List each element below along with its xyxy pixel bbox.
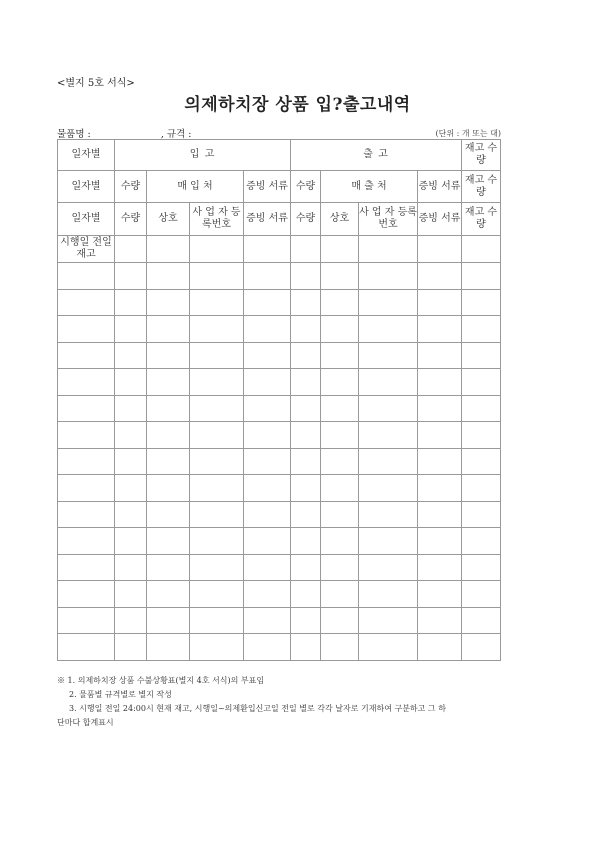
table-cell[interactable] bbox=[58, 634, 115, 661]
table-cell[interactable] bbox=[147, 448, 190, 475]
table-cell[interactable] bbox=[359, 501, 418, 528]
header-date: 일자별 bbox=[58, 140, 115, 171]
table-cell[interactable] bbox=[359, 395, 418, 422]
note-1: ※ 1. 의제하치장 상품 수불상황표(별지 4호 서식)의 부표임 bbox=[57, 676, 265, 685]
table-row bbox=[58, 342, 501, 369]
header-qty-in: 수량 bbox=[115, 203, 147, 236]
table-cell[interactable] bbox=[321, 581, 359, 608]
table-row bbox=[58, 554, 501, 581]
table-cell[interactable] bbox=[291, 342, 321, 369]
header-out: 출 고 bbox=[291, 140, 462, 171]
table-cell[interactable] bbox=[190, 289, 244, 316]
table-cell[interactable] bbox=[58, 501, 115, 528]
table-cell[interactable] bbox=[147, 263, 190, 290]
table-cell[interactable] bbox=[147, 528, 190, 555]
table-cell[interactable] bbox=[190, 501, 244, 528]
table-cell[interactable] bbox=[418, 475, 462, 502]
table-cell[interactable] bbox=[147, 607, 190, 634]
table-cell[interactable] bbox=[321, 289, 359, 316]
header-name-in: 상호 bbox=[147, 203, 190, 236]
table-row bbox=[58, 607, 501, 634]
table-cell[interactable] bbox=[115, 448, 147, 475]
table-cell[interactable] bbox=[462, 342, 501, 369]
header-qty-in: 수량 bbox=[115, 171, 147, 203]
table-cell[interactable] bbox=[291, 316, 321, 343]
table-cell[interactable] bbox=[291, 581, 321, 608]
table-cell[interactable] bbox=[418, 581, 462, 608]
header-stock: 재고 수량 bbox=[462, 203, 501, 236]
table-cell[interactable] bbox=[58, 316, 115, 343]
table-cell[interactable] bbox=[321, 236, 359, 263]
header-name-out: 상호 bbox=[321, 203, 359, 236]
table-cell[interactable] bbox=[190, 607, 244, 634]
table-row bbox=[58, 316, 501, 343]
table-cell[interactable] bbox=[321, 448, 359, 475]
table-cell[interactable] bbox=[190, 448, 244, 475]
table-cell[interactable] bbox=[462, 607, 501, 634]
table-cell[interactable] bbox=[359, 634, 418, 661]
table-cell[interactable] bbox=[321, 422, 359, 449]
table-cell[interactable] bbox=[190, 369, 244, 396]
table-cell[interactable] bbox=[147, 422, 190, 449]
row-label-previous-stock: 시행일 전일 재고 bbox=[58, 236, 115, 263]
table-cell[interactable] bbox=[418, 395, 462, 422]
table-cell[interactable] bbox=[291, 289, 321, 316]
table-row bbox=[58, 263, 501, 290]
table-cell[interactable] bbox=[462, 581, 501, 608]
header-in: 입 고 bbox=[115, 140, 291, 171]
table-row bbox=[58, 448, 501, 475]
table-cell[interactable] bbox=[462, 528, 501, 555]
note-3: 3. 시행일 전일 24:00시 현재 재고, 시행일~의제환입신고일 전일 별로 각각 날자로 기재하여 구분하고 그 하 bbox=[69, 704, 446, 713]
table-cell[interactable] bbox=[58, 289, 115, 316]
table-cell[interactable] bbox=[321, 316, 359, 343]
table-cell[interactable] bbox=[58, 607, 115, 634]
spec-label: , 규격 : bbox=[160, 129, 192, 140]
table-cell[interactable] bbox=[321, 263, 359, 290]
product-spec-line bbox=[57, 126, 191, 140]
table-row bbox=[58, 528, 501, 555]
header-qty-out: 수량 bbox=[291, 171, 321, 203]
table-cell[interactable] bbox=[244, 342, 291, 369]
table-cell[interactable] bbox=[147, 634, 190, 661]
table-cell[interactable] bbox=[291, 369, 321, 396]
table-cell[interactable] bbox=[115, 501, 147, 528]
table-cell[interactable] bbox=[244, 369, 291, 396]
table-cell[interactable] bbox=[418, 289, 462, 316]
table-cell[interactable] bbox=[418, 528, 462, 555]
table-cell[interactable] bbox=[291, 634, 321, 661]
table-cell[interactable] bbox=[418, 607, 462, 634]
table-cell[interactable] bbox=[115, 554, 147, 581]
note-3-cont: 단마다 합계표시 bbox=[57, 718, 114, 727]
table-cell[interactable] bbox=[58, 581, 115, 608]
table-cell[interactable] bbox=[462, 554, 501, 581]
table-cell[interactable] bbox=[359, 422, 418, 449]
table-cell[interactable] bbox=[147, 342, 190, 369]
table-cell[interactable] bbox=[462, 634, 501, 661]
table-cell[interactable] bbox=[244, 316, 291, 343]
table-row bbox=[58, 236, 501, 263]
table-cell[interactable] bbox=[291, 607, 321, 634]
page-title: 의제하치장 상품 입?출고내역 bbox=[184, 95, 411, 115]
table-row bbox=[58, 475, 501, 502]
table-cell[interactable] bbox=[190, 395, 244, 422]
table-cell[interactable] bbox=[321, 554, 359, 581]
table-cell[interactable] bbox=[115, 369, 147, 396]
table-cell[interactable] bbox=[58, 263, 115, 290]
table-cell[interactable] bbox=[147, 501, 190, 528]
table-cell[interactable] bbox=[244, 528, 291, 555]
table-cell[interactable] bbox=[321, 501, 359, 528]
header-stock: 재고 수량 bbox=[462, 171, 501, 203]
table-cell[interactable] bbox=[244, 289, 291, 316]
table-cell[interactable] bbox=[359, 236, 418, 263]
table-cell[interactable] bbox=[418, 501, 462, 528]
table-cell[interactable] bbox=[462, 422, 501, 449]
table-cell[interactable] bbox=[359, 369, 418, 396]
table-cell[interactable] bbox=[321, 475, 359, 502]
table-cell[interactable] bbox=[359, 342, 418, 369]
header-reg-in: 사 업 자 등록번호 bbox=[190, 203, 244, 236]
table-cell[interactable] bbox=[462, 263, 501, 290]
table-cell[interactable] bbox=[321, 607, 359, 634]
table-cell[interactable] bbox=[147, 475, 190, 502]
header-row-1 bbox=[58, 140, 501, 171]
table-cell[interactable] bbox=[462, 448, 501, 475]
table-cell[interactable] bbox=[418, 236, 462, 263]
table-cell[interactable] bbox=[359, 289, 418, 316]
table-cell[interactable] bbox=[321, 395, 359, 422]
table-cell[interactable] bbox=[291, 475, 321, 502]
table-cell[interactable] bbox=[418, 448, 462, 475]
table-cell[interactable] bbox=[291, 554, 321, 581]
unit-note: (단위 : 개 또는 대) bbox=[435, 129, 501, 138]
table-cell[interactable] bbox=[190, 475, 244, 502]
table-cell[interactable] bbox=[462, 369, 501, 396]
header-proof-in: 증빙 서류 bbox=[244, 203, 291, 236]
table-cell[interactable] bbox=[190, 342, 244, 369]
table-cell[interactable] bbox=[147, 554, 190, 581]
table-row bbox=[58, 422, 501, 449]
table-cell[interactable] bbox=[291, 236, 321, 263]
table-cell[interactable] bbox=[359, 475, 418, 502]
table-cell[interactable] bbox=[115, 475, 147, 502]
header-proof-in: 증빙 서류 bbox=[244, 171, 291, 203]
table-cell[interactable] bbox=[359, 263, 418, 290]
table-cell[interactable] bbox=[147, 236, 190, 263]
table-cell[interactable] bbox=[58, 369, 115, 396]
table-cell[interactable] bbox=[244, 634, 291, 661]
table-cell[interactable] bbox=[418, 554, 462, 581]
table-cell[interactable] bbox=[244, 263, 291, 290]
table-cell[interactable] bbox=[190, 422, 244, 449]
table-row bbox=[58, 501, 501, 528]
table-cell[interactable] bbox=[147, 316, 190, 343]
header-row-2 bbox=[58, 171, 501, 203]
form-number: <별지 5호 서식> bbox=[57, 78, 135, 89]
table-cell[interactable] bbox=[359, 607, 418, 634]
table-cell[interactable] bbox=[244, 395, 291, 422]
table-cell[interactable] bbox=[418, 369, 462, 396]
table-cell[interactable] bbox=[462, 236, 501, 263]
header-date: 일자별 bbox=[58, 203, 115, 236]
table-cell[interactable] bbox=[115, 263, 147, 290]
table-cell[interactable] bbox=[291, 448, 321, 475]
table-row bbox=[58, 581, 501, 608]
table-cell[interactable] bbox=[115, 395, 147, 422]
table-cell[interactable] bbox=[244, 475, 291, 502]
table-cell[interactable] bbox=[147, 395, 190, 422]
table-cell[interactable] bbox=[462, 316, 501, 343]
table-cell[interactable] bbox=[58, 395, 115, 422]
table-cell[interactable] bbox=[418, 316, 462, 343]
header-seller: 매 출 처 bbox=[321, 171, 418, 203]
table-cell[interactable] bbox=[291, 528, 321, 555]
table-cell[interactable] bbox=[418, 263, 462, 290]
table-cell[interactable] bbox=[359, 554, 418, 581]
table-row bbox=[58, 634, 501, 661]
table-cell[interactable] bbox=[58, 475, 115, 502]
table-cell[interactable] bbox=[115, 422, 147, 449]
table-cell[interactable] bbox=[291, 395, 321, 422]
table-cell[interactable] bbox=[115, 342, 147, 369]
table-cell[interactable] bbox=[190, 634, 244, 661]
empty-rows bbox=[58, 263, 501, 661]
header-date: 일자별 bbox=[58, 171, 115, 203]
table-cell[interactable] bbox=[115, 528, 147, 555]
table-cell[interactable] bbox=[190, 528, 244, 555]
table-cell[interactable] bbox=[291, 422, 321, 449]
table-cell[interactable] bbox=[321, 528, 359, 555]
header-proof-out: 증빙 서류 bbox=[418, 171, 462, 203]
table-cell[interactable] bbox=[58, 448, 115, 475]
table-cell[interactable] bbox=[359, 448, 418, 475]
table-cell[interactable] bbox=[244, 607, 291, 634]
table-cell[interactable] bbox=[58, 342, 115, 369]
table-cell[interactable] bbox=[244, 554, 291, 581]
note-2: 2. 물품별 규격별로 별지 작성 bbox=[69, 690, 172, 699]
table-cell[interactable] bbox=[244, 448, 291, 475]
header-reg-out: 사 업 자 등록번호 bbox=[359, 203, 418, 236]
header-row-3 bbox=[58, 203, 501, 236]
table-cell[interactable] bbox=[462, 501, 501, 528]
header-buyer: 매 입 처 bbox=[147, 171, 244, 203]
table-cell[interactable] bbox=[291, 263, 321, 290]
table-cell[interactable] bbox=[321, 342, 359, 369]
notes bbox=[57, 674, 537, 730]
table-cell[interactable] bbox=[190, 263, 244, 290]
table-cell[interactable] bbox=[115, 236, 147, 263]
table-cell[interactable] bbox=[418, 422, 462, 449]
table-cell[interactable] bbox=[115, 316, 147, 343]
table-cell[interactable] bbox=[244, 501, 291, 528]
table-cell[interactable] bbox=[462, 475, 501, 502]
table-cell[interactable] bbox=[244, 581, 291, 608]
table-cell[interactable] bbox=[359, 581, 418, 608]
table-cell[interactable] bbox=[321, 369, 359, 396]
table-cell[interactable] bbox=[418, 634, 462, 661]
table-cell[interactable] bbox=[190, 236, 244, 263]
table-cell[interactable] bbox=[147, 289, 190, 316]
table-cell[interactable] bbox=[115, 634, 147, 661]
header-stock: 재고 수량 bbox=[462, 140, 501, 171]
table-row bbox=[58, 369, 501, 396]
table-cell[interactable] bbox=[58, 554, 115, 581]
table-cell[interactable] bbox=[147, 581, 190, 608]
table-cell[interactable] bbox=[115, 581, 147, 608]
table-cell[interactable] bbox=[58, 422, 115, 449]
header-qty-out: 수량 bbox=[291, 203, 321, 236]
inventory-table bbox=[57, 139, 501, 661]
product-label: 물품명 : bbox=[57, 129, 91, 140]
table-cell[interactable] bbox=[190, 581, 244, 608]
table-cell[interactable] bbox=[359, 528, 418, 555]
table-cell[interactable] bbox=[418, 342, 462, 369]
table-cell[interactable] bbox=[462, 395, 501, 422]
table-cell[interactable] bbox=[58, 528, 115, 555]
table-row bbox=[58, 395, 501, 422]
table-cell[interactable] bbox=[115, 607, 147, 634]
table-cell[interactable] bbox=[147, 369, 190, 396]
table-row bbox=[58, 289, 501, 316]
table-cell[interactable] bbox=[244, 236, 291, 263]
table-cell[interactable] bbox=[190, 316, 244, 343]
table-cell[interactable] bbox=[291, 501, 321, 528]
table-cell[interactable] bbox=[321, 634, 359, 661]
table-cell[interactable] bbox=[190, 554, 244, 581]
table-cell[interactable] bbox=[115, 289, 147, 316]
header-proof-out: 증빙 서류 bbox=[418, 203, 462, 236]
table-cell[interactable] bbox=[244, 422, 291, 449]
table-cell[interactable] bbox=[359, 316, 418, 343]
table-cell[interactable] bbox=[462, 289, 501, 316]
